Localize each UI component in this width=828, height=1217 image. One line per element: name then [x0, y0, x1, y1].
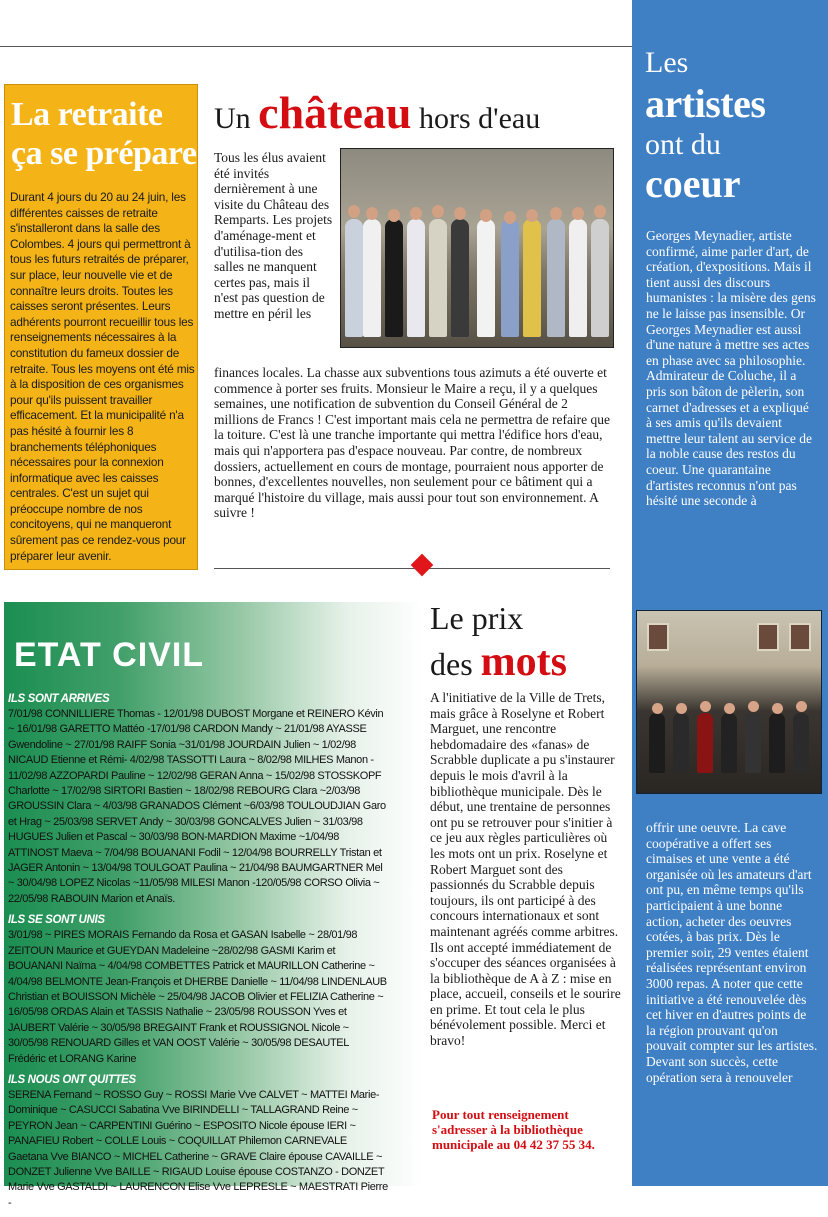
chateau-title [214, 86, 540, 139]
retraite-text: Durant 4 jours du 20 au 24 juin, les différentes caisses de retraite s'installeront dans la salle des Colombes. 4 jours qui permettront à tous les futurs retraités de préparer, sur place, leur nouvelle vie et de connaître leurs droits. Toutes les caisses seront présentes. Leurs adhérents pourront recueillir tous les renseignements nécessaires à la constitution du fameux dossier de retraite. Tous les moyens ont été mis à la disposition de ces organismes pour qu'ils puissent travailler efficacement. Et la municipalité n'a pas hésité à fournir les 8 branchements téléphoniques nécessaires pour la connexion informatique avec les caisses centrales. C'est un sujet qui préoccupe nombre de nos concitoyens, qui ne manqueront sûrement pas ce rendez-vous pour préparer leur avenir. [10, 190, 195, 563]
prix-title [430, 596, 630, 686]
chateau-text-body: finances locales. La chasse aux subventions tous azimuts a été ouverte et commence à porter ses fruits. Monsieur le Maire a reçu, il y a quelques semaines, une notification de subvention du Conseil Général de 2 millions de Francs ! C'est important mais cela ne permettra de refaire que la toiture. C'est là une tranche importante qui mettra l'édifice hors d'eau, mais qui n'apportera pas d'espace nouveau. Par contre, de nombreux dossiers, actuellement en cours de montage, pourraient nous apporter de bonnes, d'excellentes nouvelles, non seulement pour ce bâtiment qui a marqué l'histoire du village, mais aussi pour tout son environnement. A suivre ! [214, 365, 611, 521]
painting-frame [789, 623, 811, 651]
artistes-heading-line2: artistes [645, 81, 766, 126]
red-diamond-ornament [411, 554, 434, 577]
painting-frame [757, 623, 779, 651]
exhibition-photo [636, 610, 822, 794]
retraite-box [4, 84, 198, 570]
artistes-heading-line3: ont du [645, 128, 721, 161]
artistes-heading-line4: coeur [645, 161, 741, 206]
chateau-title-pre: Un [214, 102, 251, 135]
prix-title-des: des [430, 646, 473, 682]
etat-civil-deaths: SERENA Fernand ~ ROSSO Guy ~ ROSSI Marie Vve CALVET ~ MATTEI Marie-Dominique ~ CASUCCI Sabatina Vve BIRINDELLI ~ TALLAGRAND Reine ~ PEYRON Jean ~ CARPENTINI Guérino ~ ESPOSITO Nicole épouse IERI ~ PANAFIEU Robert ~ COLLE Louis ~ COQUILLAT Philemon CARNEVALE Gaetana Vve BIANCO ~ MICHEL Catherine ~ GRAVE Claire épouse CAVAILLE ~ DONZET Julienne Vve BAILLE ~ RIGAUD Louise épouse COSTANZO - DONZET Marie Vve GASTALDI ~ LAURENCON Elise Vve LEPRESLE ~ MAESTRATI Pierre - [8, 1088, 388, 1209]
chateau-title-post: hors d'eau [419, 102, 541, 135]
section-rule [214, 568, 610, 569]
prix-title-line1: Le prix [430, 600, 524, 636]
artistes-text-part2: offrir une oeuvre. La cave coopérative a offert ses cimaises et une vente a été organisée où les amateurs d'art ont pu, en même temps qu'ils participaient à une bonne action, acheter des oeuvres cotées, à bas prix. Dès le premier soir, 29 ventes étaient réalisées représentant environ 3000 repas. A noter que cette initiative a été renouvelée dès cet hiver en d'autres points de la région prouvant qu'on pouvait compter sur les artistes. Devant son succès, cette opération sera à renouveler [646, 820, 818, 1085]
etat-civil-births: 7/01/98 CONNILLIERE Thomas - 12/01/98 DUBOST Morgane et REINERO Kévin ~ 16/01/98 GARETTO Mattéo -17/01/98 CARDON Mandy ~ 21/01/98 AYASSE Gwendoline ~ 27/01/98 RAIFF Sonia ~31/01/98 JOURDAIN Julien ~ 1/02/98 NICAUD Etienne et Rémi- 4/02/98 TASSOTTI Laura ~ 8/02/98 MILHES Manon - 11/02/98 AZZOPARDI Pauline ~ 12/02/98 GERAN Anna ~ 15/02/98 STOSSKOPF Charlotte ~ 17/02/98 SIRTORI Bastien ~ 18/02/98 REBOURG Clara ~2/03/98 GROUSSIN Clara ~ 4/03/98 GRANADOS Clément ~6/03/98 TOULOUDJIAN Garo et Hrag ~ 25/03/98 SERVET Andy ~ 30/03/98 GONCALVES Julien ~ 31/03/98 HUGUES Julien et Pascal ~ 30/03/98 BON-MARDION Maxime ~1/04/98 ATTINOST Maeva ~ 7/04/98 BOUANANI Fodil ~ 12/04/98 BOURRELLY Tristan et JAGER Antonin ~ 13/04/98 TOULGOAT Paulina ~ 21/04/98 BAUMGARTNER Mel ~ 30/04/98 LOPEZ Nicolas ~11/05/98 MILESI Manon -120/05/98 CORSO Olivia ~ 22/05/98 RABOUIN Marion et Anaïs. [8, 708, 386, 905]
prix-text: A l'initiative de la Ville de Trets, mais grâce à Roselyne et Robert Marguet, une rencontre hebdomadaire des «fanas» de Scrabble duplicate a pu s'instaurer depuis le mois d'avril à la bibliothèque municipale. Dès le début, une trentaine de personnes ont pu se retrouver pour s'initier à ce jeu aux règles particulières où les mots ont un prix. Roselyne et Robert Marguet sont des passionnés du Scrabble depuis toujours, ils ont participé à des concours internationaux et sont maintenant agréés comme arbitres. Ils ont accepté immédiatement de s'occuper des séances organisées à la bibliothèque de A à Z : mise en place, accueil, conseils et le sourire en prime. Et tout cela le plus bénévolement possible. Merci et bravo! [430, 690, 621, 1049]
artistes-heading [645, 48, 825, 204]
etat-civil-content [8, 692, 388, 1217]
etat-civil-title: ETAT CIVIL [14, 636, 205, 674]
etat-civil-heading-marriages: ILS SE SONT UNIS [8, 914, 105, 927]
retraite-title: La retraite ça se prépare [11, 96, 197, 173]
etat-civil-heading-births: ILS SONT ARRIVES [8, 693, 110, 705]
chateau-title-red: château [258, 87, 412, 138]
etat-civil-heading-deaths: ILS NOUS ONT QUITTES [8, 1073, 136, 1086]
chateau-text-intro: Tous les élus avaient été invités dernièrement à une visite du Château des Remparts. Les projets d'aménage-ment et d'utilisa-tion des salles ne manquent certes pas, mais il n'est pas question de mettre en péril les [214, 150, 333, 321]
artistes-text-part1: Georges Meynadier, artiste confirmé, aime parler d'art, de création, d'expositions. Mais il tient aussi des discours humanistes : la misère des gens ne le laisse pas insensible. Or Georges Meynadier est aussi d'une nature à mettre ses actes en phase avec sa philosophie. Admirateur de Coluche, il a pris son bâton de pèlerin, son carnet d'adresses et a expliqué à ses amis qu'ils devaient mettre leur talent au service de la noble cause des restos du coeur. Une quarantaine d'artistes reconnus n'ont pas hésité une seconde à [646, 228, 816, 509]
artistes-heading-line1: Les [645, 46, 689, 79]
prix-title-mots: mots [480, 639, 567, 685]
prix-contact: Pour tout renseignement s'adresser à la bibliothèque municipale au 04 42 37 55 34. [432, 1107, 595, 1152]
chateau-group-photo [340, 148, 614, 348]
top-rule [0, 46, 632, 47]
etat-civil-marriages: 3/01/98 ~ PIRES MORAIS Fernando da Rosa et GASAN Isabelle ~ 28/01/98 ZEITOUN Maurice et GUEYDAN Madeleine ~28/02/98 GASMI Karim et BOUANANI Naïma ~ 4/04/98 COMBETTES Patrick et MAURILLON Catherine ~ 4/04/98 BELMONTE Jean-François et DHERBE Danielle ~ 11/04/98 LINDENLAUB Christian et BOUISSON Michèle ~ 25/04/98 JACOB Olivier et FELIZIA Catherine ~ 16/05/98 ORDAS Alain et TASSIS Nathalie ~ 23/05/98 ROUSSON Yves et JAUBERT Valérie ~ 30/05/98 BREGAINT Frank et ROUSSIGNOL Nicole ~ 30/05/98 RENOUARD Gilles et VAN OOST Valérie ~ 30/05/98 DESAUTEL Frédéric et LORANG Karine [8, 929, 387, 1065]
painting-frame [647, 623, 669, 651]
